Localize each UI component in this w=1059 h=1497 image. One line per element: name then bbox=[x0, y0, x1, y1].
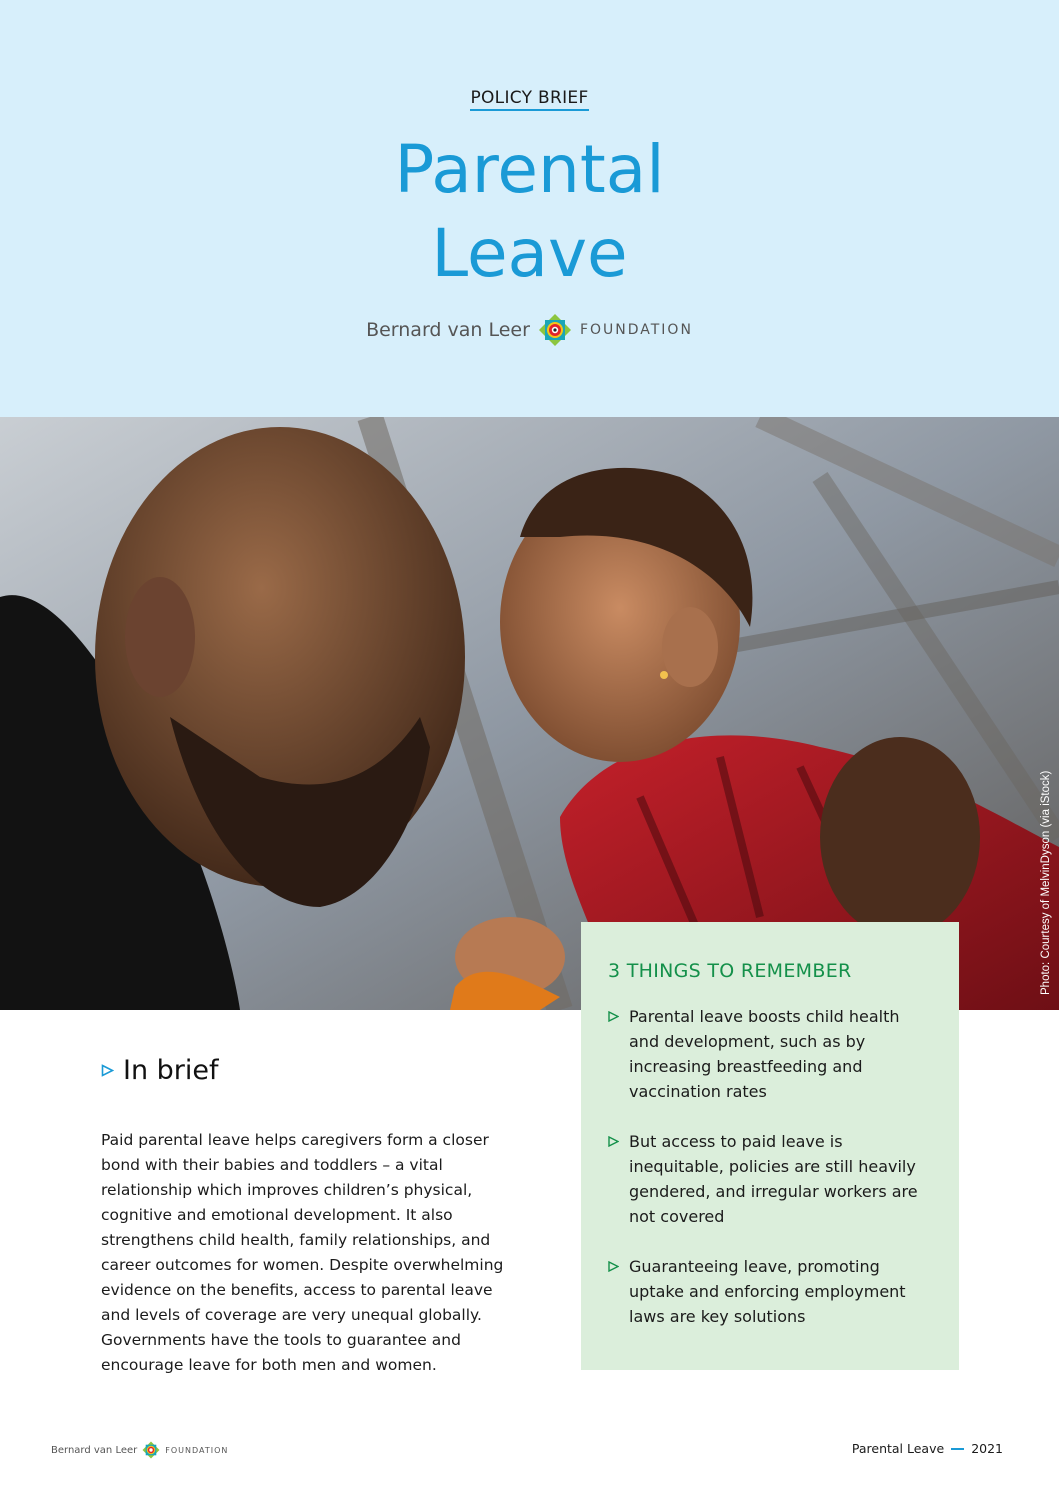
footer-dash bbox=[951, 1448, 964, 1450]
logo-wordmark: Bernard van Leer bbox=[366, 319, 530, 341]
photo-credit: Photo: Courtesy of MelvinDyson (via iStock) bbox=[1040, 770, 1052, 995]
footer-logo-wordmark: Bernard van Leer bbox=[51, 1444, 138, 1456]
footer-doc-info bbox=[852, 1441, 1003, 1456]
footer-logo-foundation-text: FOUNDATION bbox=[165, 1445, 229, 1455]
in-brief-heading: In brief bbox=[101, 1055, 219, 1086]
document-kicker: POLICY BRIEF bbox=[0, 88, 1059, 108]
cover-header bbox=[0, 0, 1059, 417]
foundation-logo bbox=[0, 313, 1059, 347]
in-brief-body: Paid parental leave helps caregivers form a closer bond with their babies and toddlers – a vital relationship which improves children’s physical, cognitive and emotional development. It also strengthens child health, family relationships, and career outcomes for women. Despite overwhelming evidence on the benefits, access to parental leave and levels of coverage are very unequal globally. Governments have the tools to guarantee and encourage leave for both men and women. bbox=[101, 1131, 504, 1374]
list-item: Guaranteeing leave, promoting uptake and enforcing employment laws are key solutions bbox=[608, 1254, 928, 1329]
foundation-emblem-icon bbox=[538, 313, 572, 347]
triangle-bullet-icon bbox=[608, 1136, 619, 1147]
footer-year: 2021 bbox=[971, 1441, 1003, 1456]
footer-doc-title: Parental Leave bbox=[851, 1441, 945, 1456]
list-item: But access to paid leave is inequitable, policies are still heavily gendered, and irregular workers are not covered bbox=[608, 1129, 928, 1229]
foundation-emblem-icon bbox=[142, 1441, 160, 1459]
list-item: Parental leave boosts child health and development, such as by increasing breastfeeding and vaccination rates bbox=[608, 1004, 928, 1104]
page-title: Parental Leave bbox=[394, 131, 665, 292]
triangle-bullet-icon bbox=[608, 1011, 619, 1022]
takeaways-list bbox=[608, 1004, 928, 1354]
key-takeaways-box bbox=[581, 922, 959, 1370]
takeaways-heading: 3 THINGS TO REMEMBER bbox=[608, 960, 852, 982]
logo-foundation-text: FOUNDATION bbox=[579, 322, 693, 338]
triangle-bullet-icon bbox=[608, 1261, 619, 1272]
footer-logo bbox=[51, 1441, 228, 1459]
triangle-bullet-icon bbox=[101, 1064, 114, 1077]
